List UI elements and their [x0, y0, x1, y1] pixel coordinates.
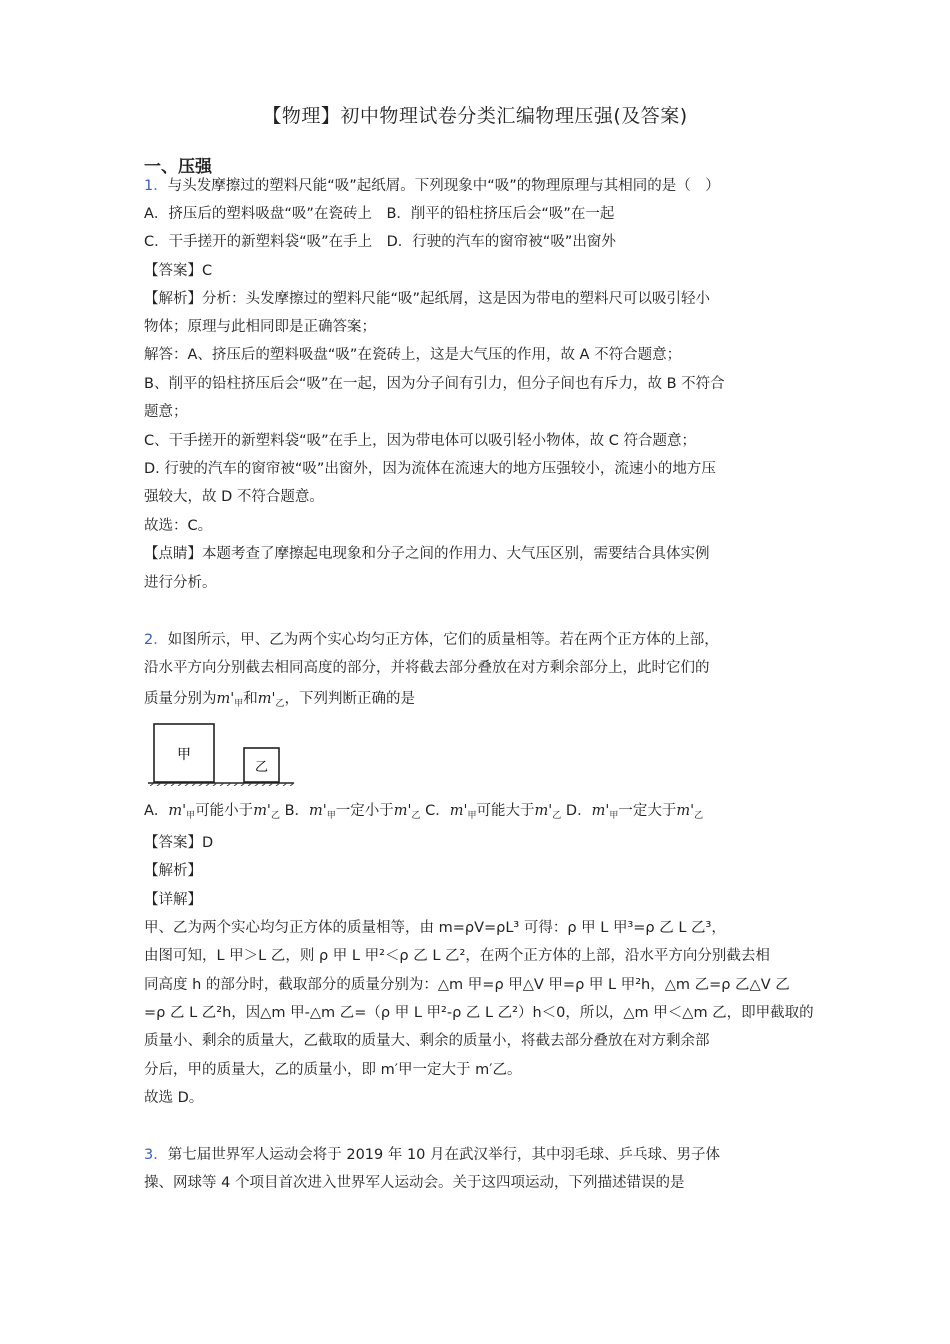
q3-stem-line: 操、网球等 4 个项目首次进入世界军人运动会。关于这四项运动，下列描述错误的是 [144, 1175, 685, 1191]
q2-stem: 2．如图所示，甲、乙为两个实心均匀正方体，它们的质量相等。若在两个正方体的上部， [144, 632, 719, 648]
q1-analysis-line: 题意； [144, 404, 188, 420]
q1-analysis-line: D. 行驶的汽车的窗帘被“吸”出窗外，因为流体在流速大的地方压强较小，流速小的地方压 [144, 461, 716, 477]
q2-stem-line: 质量分别为$m'_甲$和$m'_乙$，下列判断正确的是 [144, 691, 416, 709]
q2-answer: 【答案】D [144, 835, 214, 851]
q1-analysis-line: B、削平的铅柱挤压后会“吸”在一起，因为分子间有引力，但分子间也有斥力，故 B 不符合 [144, 376, 725, 392]
q1-analysis-line: 强较大，故 D 不符合题意。 [144, 489, 324, 505]
q2-detail-line: 甲、乙为两个实心均匀正方体的质量相等，由 m=ρV=ρL³ 可得：ρ 甲 L 甲³=ρ 乙 L 乙³， [144, 920, 726, 936]
section-heading: 一、压强 [144, 157, 212, 177]
q1-comment-line: 进行分析。 [144, 575, 217, 591]
q2-choice: 故选 D。 [144, 1090, 204, 1106]
q1-options-cd: C．干手搓开的新塑料袋“吸”在手上 D．行驶的汽车的窗帘被“吸”出窗外 [144, 234, 616, 250]
q2-detail-line: 质量小、剩余的质量大，乙截取的质量大、剩余的质量小，将截去部分叠放在对方剩余部 [144, 1033, 710, 1049]
cube-yi-label: 乙 [254, 760, 269, 775]
q2-stem-line: 沿水平方向分别截去相同高度的部分，并将截去部分叠放在对方剩余部分上，此时它们的 [144, 660, 710, 676]
q1-number: 1． [144, 178, 168, 194]
q2-detail-line: =ρ 乙 L 乙²h，因△m 甲-△m 乙=（ρ 甲 L 甲²-ρ 乙 L 乙²）h＜0，所以，△m 甲＜△m 乙，即甲截取的 [144, 1005, 814, 1021]
q3-number: 3． [144, 1147, 168, 1163]
cubes-figure [148, 722, 298, 786]
q2-detail-line: 由图可知，L 甲＞L 乙，则 ρ 甲 L 甲²＜ρ 乙 L 乙²，在两个正方体的上部，沿水平方向分别截去相 [144, 948, 770, 964]
q1-comment-line: 【点睛】本题考查了摩擦起电现象和分子之间的作用力、大气压区别，需要结合具体实例 [144, 546, 710, 562]
q1-answer: 【答案】C [144, 263, 213, 279]
q1-options-ab: A．挤压后的塑料吸盘“吸”在瓷砖上 B．削平的铅柱挤压后会“吸”在一起 [144, 206, 615, 222]
q1-stem-text: 与头发摩擦过的塑料尺能“吸”起纸屑。下列现象中“吸”的物理原理与其相同的是（ ） [167, 178, 720, 194]
q2-detail: 【详解】 [144, 892, 202, 908]
page-title: 【物理】初中物理试卷分类汇编物理压强(及答案) [262, 105, 688, 127]
q2-detail-line: 分后，甲的质量大，乙的质量小，即 m′甲一定大于 m′乙。 [144, 1062, 522, 1078]
q1-analysis-line: 【解析】分析：头发摩擦过的塑料尺能“吸”起纸屑，这是因为带电的塑料尺可以吸引轻小 [144, 291, 711, 307]
q3-stem: 3．第七届世界军人运动会将于 2019 年 10 月在武汉举行，其中羽毛球、乒乓球、男子体 [144, 1147, 721, 1163]
q2-number: 2． [144, 632, 168, 648]
q2-analysis: 【解析】 [144, 863, 202, 879]
q1-choice: 故选：C。 [144, 518, 213, 534]
q2-detail-line: 同高度 h 的部分时，截取部分的质量分别为：△m 甲=ρ 甲△V 甲=ρ 甲 L 甲²h，△m 乙=ρ 乙△V 乙 [144, 977, 790, 993]
cube-jia-label: 甲 [177, 747, 191, 763]
q1-analysis-line: 解答：A、挤压后的塑料吸盘“吸”在瓷砖上，这是大气压的作用，故 A 不符合题意； [144, 347, 682, 363]
q1-analysis-line: C、干手搓开的新塑料袋“吸”在手上，因为带电体可以吸引轻小物体，故 C 符合题意； [144, 433, 696, 449]
q2-options: A．$m'_甲$可能小于$m'_乙$ B．$m'_甲$一定小于$m'_乙$ C．$m'_甲$可能大于$m'_乙$ D．$m'_甲$一定大于$m'_乙$ [144, 803, 704, 821]
q1-analysis-line: 物体；原理与此相同即是正确答案； [144, 319, 376, 335]
q1-stem [144, 176, 720, 196]
